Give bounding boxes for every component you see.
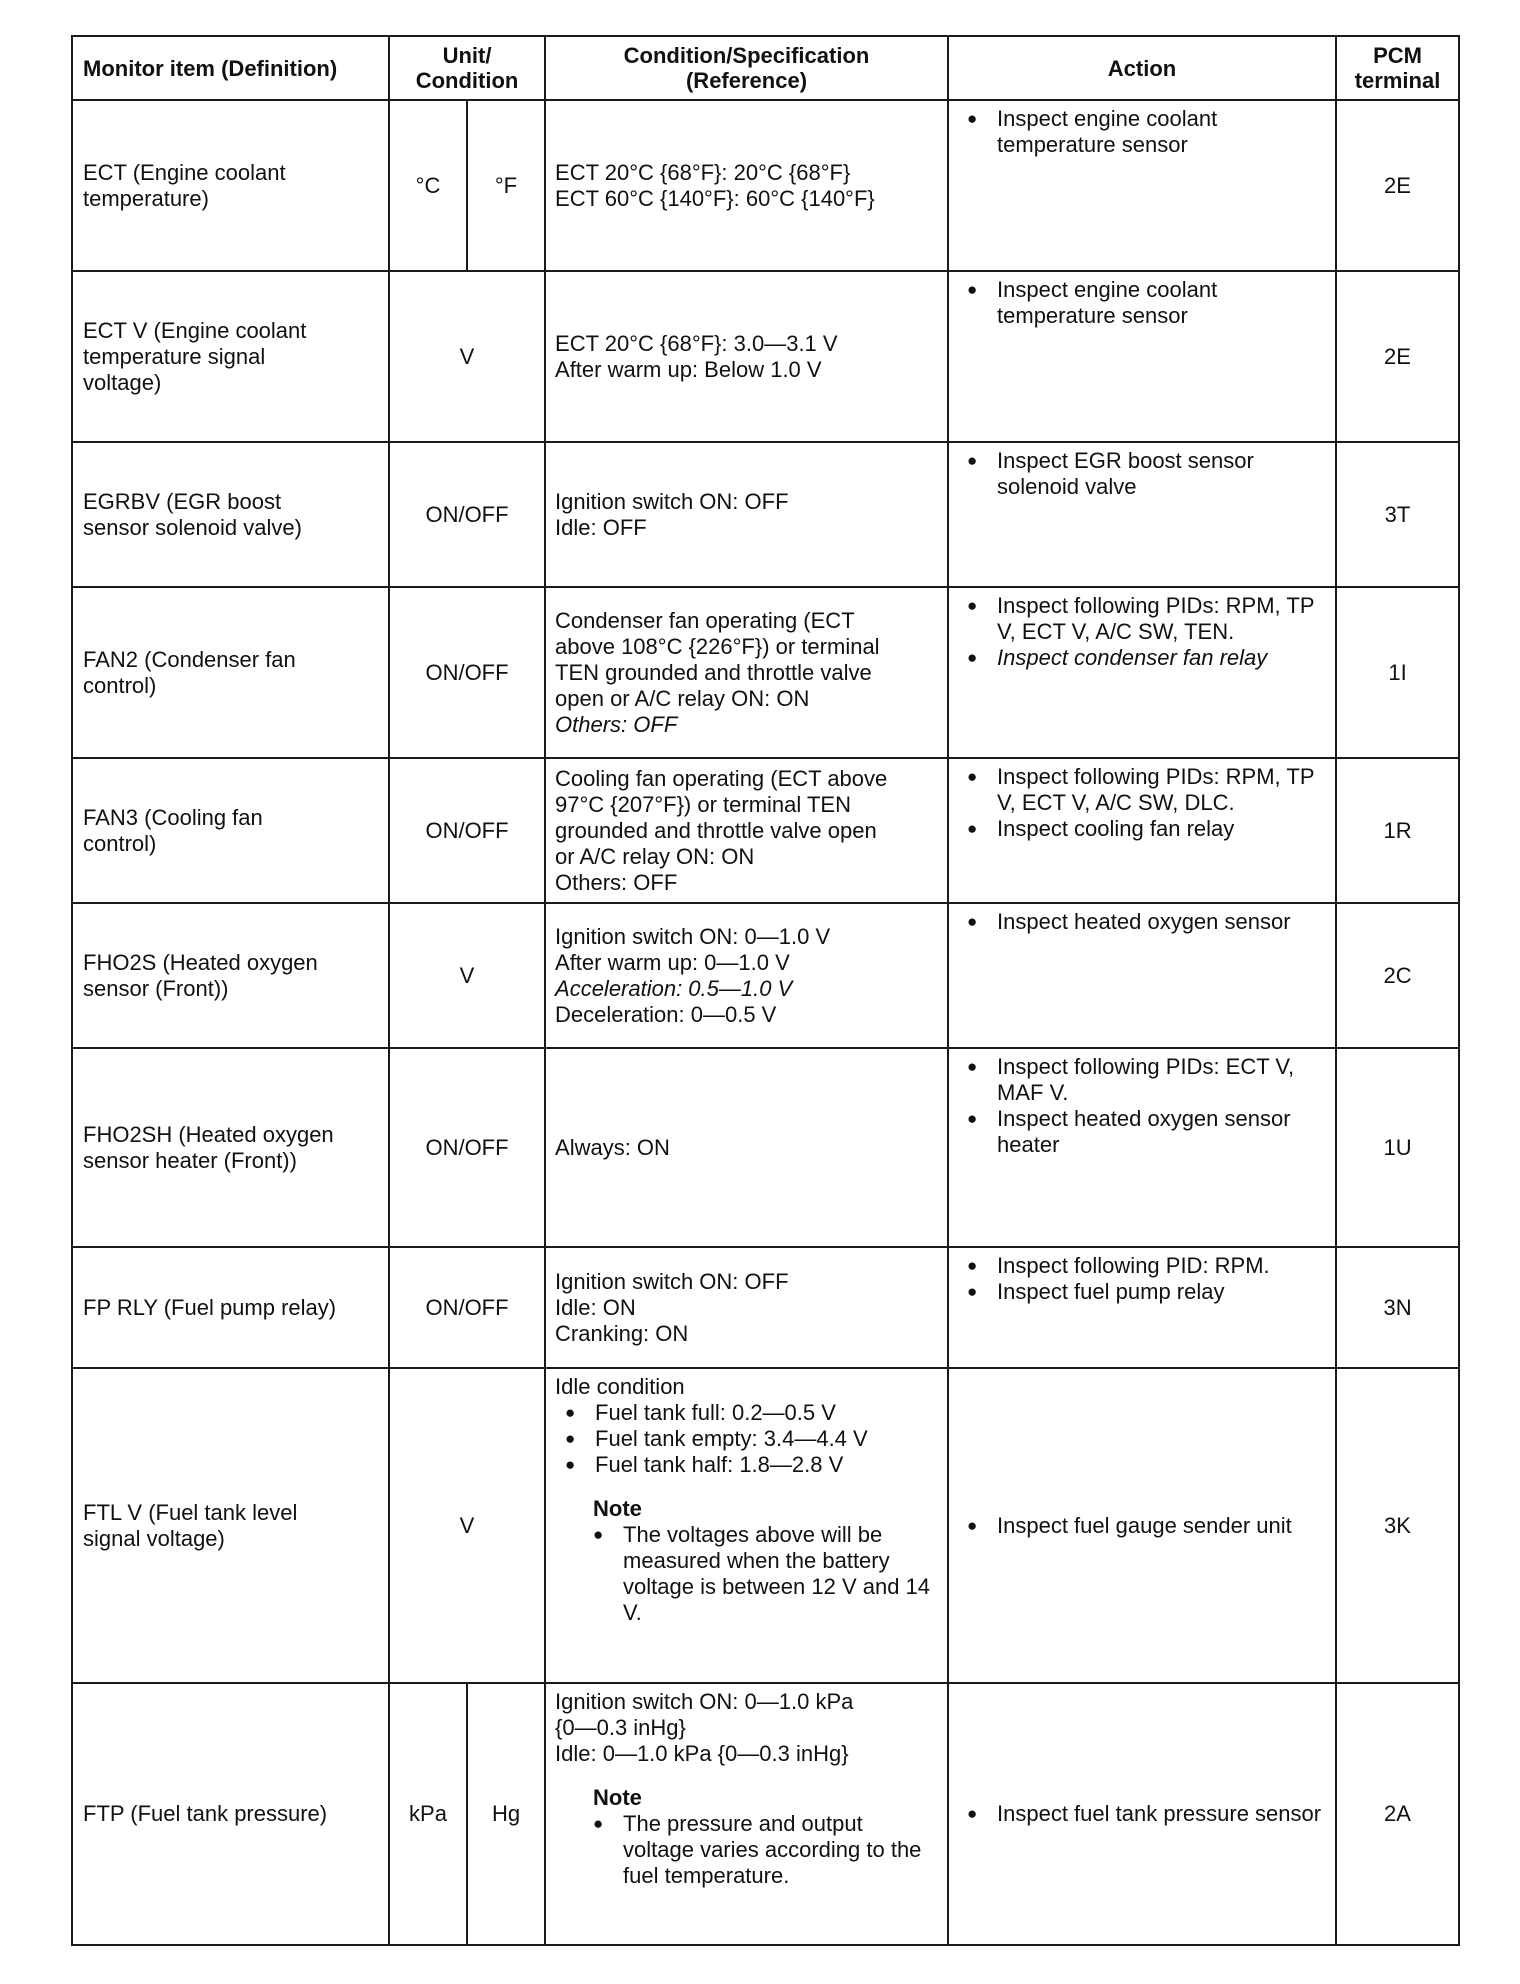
action-cell bbox=[948, 1048, 1336, 1247]
list-item: ● Inspect fuel gauge sender unit bbox=[967, 1513, 1327, 1539]
action-cell bbox=[948, 1683, 1336, 1945]
action-cell bbox=[948, 1368, 1336, 1683]
pcm-terminal-cell: 1R bbox=[1336, 758, 1459, 903]
list-item: ● Inspect following PID: RPM. bbox=[967, 1253, 1327, 1279]
unit-cell: ON/OFF bbox=[389, 1048, 545, 1247]
monitor-item-definition: FTP (Fuel tank pressure) bbox=[72, 1683, 389, 1945]
monitor-item-definition: FP RLY (Fuel pump relay) bbox=[72, 1247, 389, 1368]
monitor-item-definition: FHO2S (Heated oxygen sensor (Front)) bbox=[72, 903, 389, 1048]
list-item: ● Inspect heated oxygen sensor heater bbox=[967, 1106, 1327, 1158]
table-row bbox=[72, 903, 1459, 1048]
unit-cell: ON/OFF bbox=[389, 442, 545, 587]
condition-spec-cell: ECT 20°C {68°F}: 3.0—3.1 V After warm up: Below 1.0 V bbox=[545, 271, 948, 442]
condition-spec-cell: Always: ON bbox=[545, 1048, 948, 1247]
monitor-item-table bbox=[71, 35, 1460, 1946]
list-item: ● Fuel tank empty: 3.4—4.4 V bbox=[565, 1426, 939, 1452]
list-item: ● Fuel tank full: 0.2—0.5 V bbox=[565, 1400, 939, 1426]
action-cell bbox=[948, 442, 1336, 587]
action-cell bbox=[948, 1247, 1336, 1368]
unit-cell: V bbox=[389, 271, 545, 442]
table-row bbox=[72, 758, 1459, 903]
header-condition-spec: Condition/Specification (Reference) bbox=[545, 36, 948, 100]
table-row bbox=[72, 1048, 1459, 1247]
unit-cell: V bbox=[389, 1368, 545, 1683]
list-item: ● Inspect fuel tank pressure sensor bbox=[967, 1801, 1327, 1827]
condition-spec-cell: Ignition switch ON: 0—1.0 kPa {0—0.3 inHg} Idle: 0—1.0 kPa {0—0.3 inHg} Note ● The pressure and output voltage varies according to the fuel temperature. bbox=[545, 1683, 948, 1945]
pcm-terminal-cell: 2E bbox=[1336, 271, 1459, 442]
unit-cell: V bbox=[389, 903, 545, 1048]
condition-spec-cell: Condenser fan operating (ECT above 108°C {226°F}) or terminal TEN grounded and throttle valve open or A/C relay ON: ON Others: OFF bbox=[545, 587, 948, 758]
table-row bbox=[72, 1683, 1459, 1945]
list-item: ● Inspect cooling fan relay bbox=[967, 816, 1327, 842]
table-row bbox=[72, 100, 1459, 271]
pcm-terminal-cell: 2E bbox=[1336, 100, 1459, 271]
list-item: ● Inspect heated oxygen sensor bbox=[967, 909, 1327, 935]
list-item: ● Inspect engine coolant temperature sensor bbox=[967, 106, 1327, 158]
pcm-terminal-cell: 3K bbox=[1336, 1368, 1459, 1683]
unit-cell: ON/OFF bbox=[389, 758, 545, 903]
list-item: ● Fuel tank half: 1.8—2.8 V bbox=[565, 1452, 939, 1478]
note-label: Note bbox=[593, 1496, 642, 1521]
unit-cell: Hg bbox=[467, 1683, 545, 1945]
condition-spec-cell: Idle condition ● Fuel tank full: 0.2—0.5 V ● Fuel tank empty: 3.4—4.4 V ● Fuel tank half: 1.8—2.8 V Note ● The voltages above will be measured when the battery voltage is between 12 V and 14 V. bbox=[545, 1368, 948, 1683]
monitor-item-definition: ECT (Engine coolant temperature) bbox=[72, 100, 389, 271]
monitor-item-definition: FTL V (Fuel tank level signal voltage) bbox=[72, 1368, 389, 1683]
unit-cell: kPa bbox=[389, 1683, 467, 1945]
list-item: ● Inspect following PIDs: ECT V, MAF V. bbox=[967, 1054, 1327, 1106]
header-unit-condition: Unit/ Condition bbox=[389, 36, 545, 100]
unit-cell: °C bbox=[389, 100, 467, 271]
action-cell bbox=[948, 903, 1336, 1048]
header-monitor-item: Monitor item (Definition) bbox=[72, 36, 389, 100]
monitor-item-definition: FAN3 (Cooling fan control) bbox=[72, 758, 389, 903]
table-row bbox=[72, 587, 1459, 758]
action-cell bbox=[948, 271, 1336, 442]
table-row bbox=[72, 442, 1459, 587]
pcm-terminal-cell: 1I bbox=[1336, 587, 1459, 758]
monitor-item-definition: EGRBV (EGR boost sensor solenoid valve) bbox=[72, 442, 389, 587]
table-row bbox=[72, 1247, 1459, 1368]
header-pcm-terminal: PCM terminal bbox=[1336, 36, 1459, 100]
list-item: ● Inspect following PIDs: RPM, TP V, ECT V, A/C SW, DLC. bbox=[967, 764, 1327, 816]
note-label: Note bbox=[593, 1785, 642, 1810]
condition-spec-cell: Ignition switch ON: OFF Idle: ON Cranking: ON bbox=[545, 1247, 948, 1368]
list-item: ● Inspect condenser fan relay bbox=[967, 645, 1327, 671]
list-item: ● Inspect fuel pump relay bbox=[967, 1279, 1327, 1305]
action-cell bbox=[948, 758, 1336, 903]
condition-spec-cell: Cooling fan operating (ECT above 97°C {207°F}) or terminal TEN grounded and throttle valve open or A/C relay ON: ON Others: OFF bbox=[545, 758, 948, 903]
list-item: ● Inspect engine coolant temperature sensor bbox=[967, 277, 1327, 329]
table-row bbox=[72, 271, 1459, 442]
monitor-item-definition: FHO2SH (Heated oxygen sensor heater (Front)) bbox=[72, 1048, 389, 1247]
note-text: ● The voltages above will be measured when the battery voltage is between 12 V and 14 V. bbox=[593, 1522, 939, 1626]
monitor-item-definition: FAN2 (Condenser fan control) bbox=[72, 587, 389, 758]
pcm-terminal-cell: 1U bbox=[1336, 1048, 1459, 1247]
condition-spec-cell: Ignition switch ON: OFF Idle: OFF bbox=[545, 442, 948, 587]
list-item: ● Inspect EGR boost sensor solenoid valve bbox=[967, 448, 1327, 500]
condition-spec-cell: Ignition switch ON: 0—1.0 V After warm up: 0—1.0 V Acceleration: 0.5—1.0 V Deceleration: 0—0.5 V bbox=[545, 903, 948, 1048]
pcm-terminal-cell: 2A bbox=[1336, 1683, 1459, 1945]
header-action: Action bbox=[948, 36, 1336, 100]
condition-spec-cell: ECT 20°C {68°F}: 20°C {68°F} ECT 60°C {140°F}: 60°C {140°F} bbox=[545, 100, 948, 271]
table-row bbox=[72, 1368, 1459, 1683]
unit-cell: °F bbox=[467, 100, 545, 271]
action-cell bbox=[948, 587, 1336, 758]
pcm-terminal-cell: 2C bbox=[1336, 903, 1459, 1048]
pcm-terminal-cell: 3T bbox=[1336, 442, 1459, 587]
unit-cell: ON/OFF bbox=[389, 1247, 545, 1368]
action-cell bbox=[948, 100, 1336, 271]
monitor-item-definition: ECT V (Engine coolant temperature signal voltage) bbox=[72, 271, 389, 442]
pcm-terminal-cell: 3N bbox=[1336, 1247, 1459, 1368]
unit-cell: ON/OFF bbox=[389, 587, 545, 758]
list-item: ● Inspect following PIDs: RPM, TP V, ECT V, A/C SW, TEN. bbox=[967, 593, 1327, 645]
table-header-row bbox=[72, 36, 1459, 100]
note-text: ● The pressure and output voltage varies according to the fuel temperature. bbox=[593, 1811, 939, 1889]
